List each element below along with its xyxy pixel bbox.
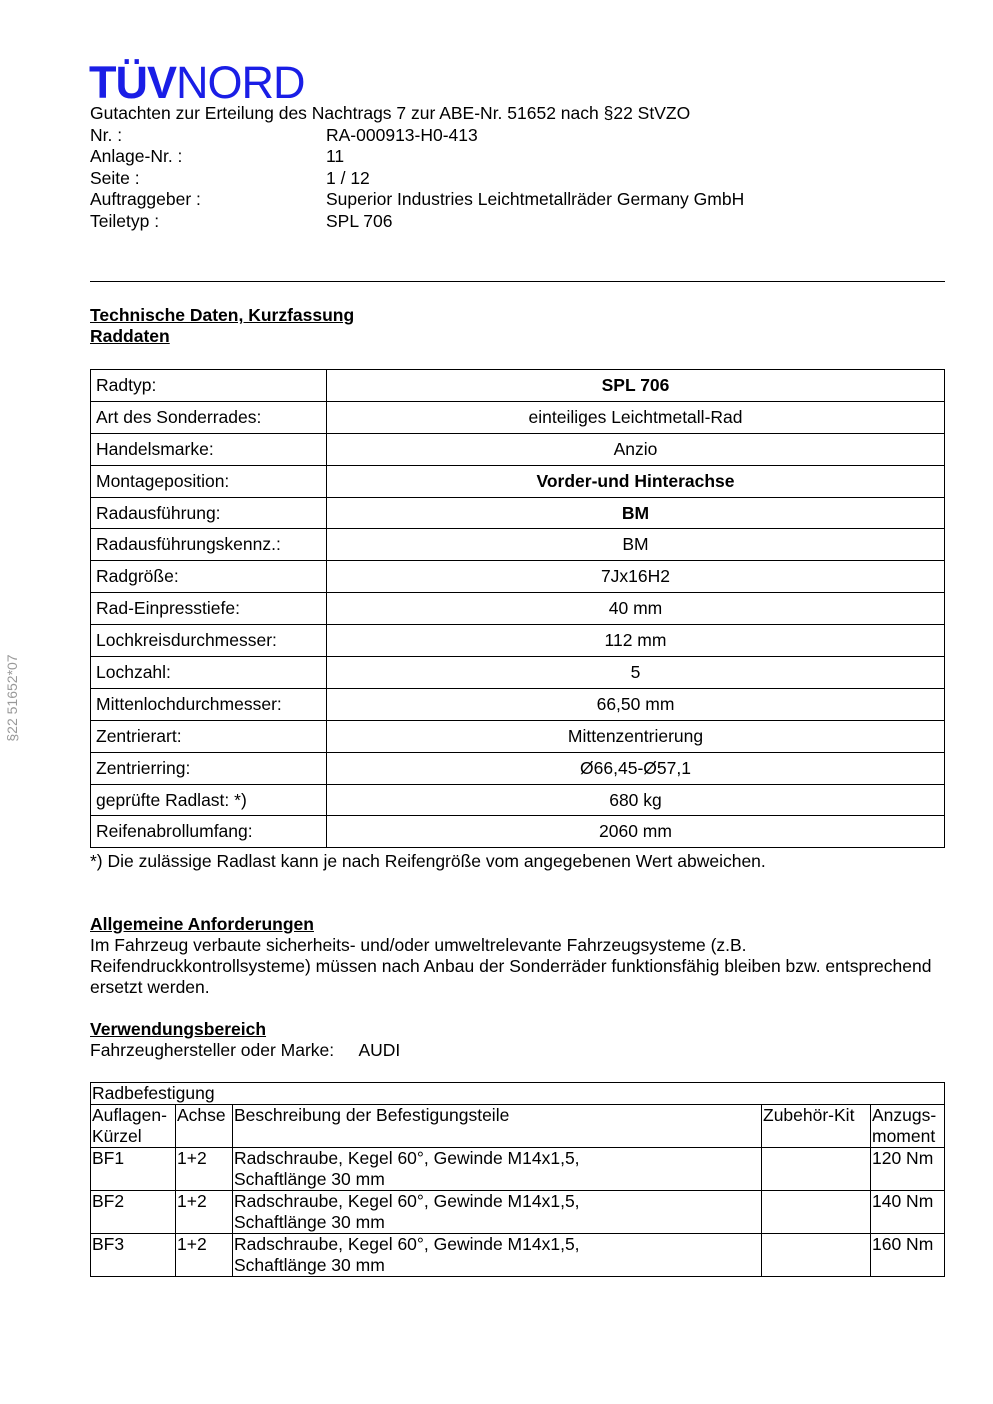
description-line: Schaftlänge 30 mm <box>234 1212 385 1232</box>
radbefestigung-header-row <box>91 1105 945 1148</box>
raddaten-label: Lochkreisdurchmesser: <box>91 625 327 657</box>
header-divider <box>90 281 945 282</box>
document-title: Gutachten zur Erteilung des Nachtrags 7 zur ABE-Nr. 51652 nach §22 StVZO <box>90 103 691 123</box>
header-label: Auftraggeber : <box>90 189 201 209</box>
raddaten-row <box>91 625 945 657</box>
header-label: Nr. : <box>90 124 123 145</box>
raddaten-table <box>90 369 945 848</box>
raddaten-row <box>91 561 945 593</box>
raddaten-row <box>91 784 945 816</box>
header-value: Superior Industries Leichtmetallräder Germany GmbH <box>326 189 745 209</box>
radbefestigung-title-row <box>91 1083 945 1105</box>
raddaten-value: 66,50 mm <box>327 688 945 720</box>
raddaten-label: Rad-Einpresstiefe: <box>91 593 327 625</box>
raddaten-value: Anzio <box>327 433 945 465</box>
description-cell <box>233 1148 762 1191</box>
raddaten-row <box>91 433 945 465</box>
raddaten-value: 40 mm <box>327 593 945 625</box>
raddaten-value: Vorder-und Hinterachse <box>327 465 945 497</box>
raddaten-label: geprüfte Radlast: *) <box>91 784 327 816</box>
moment-cell: 120 Nm <box>871 1148 945 1191</box>
raddaten-label: Radtyp: <box>91 370 327 402</box>
kit-cell <box>762 1191 871 1234</box>
raddaten-value: 5 <box>327 657 945 689</box>
achse-cell: 1+2 <box>176 1191 233 1234</box>
raddaten-row <box>91 816 945 848</box>
code-cell: BF2 <box>91 1191 176 1234</box>
header-label: Teiletyp : <box>90 210 160 231</box>
verwendung-line <box>90 1040 945 1061</box>
raddaten-label: Zentrierart: <box>91 720 327 752</box>
header-label: Seite : <box>90 167 140 188</box>
header-value: SPL 706 <box>326 210 393 231</box>
header-cell: Beschreibung der Befestigungsteile <box>233 1105 762 1148</box>
header-row <box>90 211 950 233</box>
logo-part-nord: NORD <box>176 57 305 108</box>
raddaten-row <box>91 593 945 625</box>
radbefestigung-row <box>91 1234 945 1277</box>
raddaten-row <box>91 497 945 529</box>
code-cell: BF3 <box>91 1234 176 1277</box>
raddaten-label: Reifenabrollumfang: <box>91 816 327 848</box>
header-row <box>90 168 950 190</box>
header-cell: Zubehör-Kit <box>762 1105 871 1148</box>
side-reference-text: §22 51652*07 <box>4 654 20 742</box>
raddaten-value: einteiliges Leichtmetall-Rad <box>327 401 945 433</box>
raddaten-value: BM <box>327 497 945 529</box>
raddaten-row <box>91 401 945 433</box>
allgemeine-text: Im Fahrzeug verbaute sicherheits- und/oder umweltrelevante Fahrzeugsysteme (z.B. Reifendruckkontrollsysteme) müssen nach Anbau der Sonderräder funktionsfähig bleiben bzw. entsprechend ersetzt werden. <box>90 935 932 997</box>
tuev-nord-logo <box>89 57 305 108</box>
code-cell: BF1 <box>91 1148 176 1191</box>
header-cell: Achse <box>176 1105 233 1148</box>
verwendung-value: AUDI <box>358 1040 401 1060</box>
side-reference <box>2 640 22 760</box>
description-line: Schaftlänge 30 mm <box>234 1255 385 1275</box>
header-cell: Auflagen-Kürzel <box>91 1105 176 1148</box>
header-value: RA-000913-H0-413 <box>326 124 478 145</box>
header-row <box>90 125 950 147</box>
raddaten-value: SPL 706 <box>327 370 945 402</box>
raddaten-row <box>91 529 945 561</box>
raddaten-label: Radgröße: <box>91 561 327 593</box>
section-heading-technische: Technische Daten, Kurzfassung <box>90 305 355 325</box>
raddaten-row <box>91 752 945 784</box>
description-line: Radschraube, Kegel 60°, Gewinde M14x1,5, <box>234 1148 580 1168</box>
description-line: Radschraube, Kegel 60°, Gewinde M14x1,5, <box>234 1191 580 1211</box>
document-header <box>90 103 950 232</box>
raddaten-label: Montageposition: <box>91 465 327 497</box>
raddaten-label: Art des Sonderrades: <box>91 401 327 433</box>
header-value: 11 <box>326 146 345 166</box>
raddaten-value: 2060 mm <box>327 816 945 848</box>
radbefestigung-table <box>90 1082 945 1277</box>
raddaten-label: Zentrierring: <box>91 752 327 784</box>
section-heading-allgemeine: Allgemeine Anforderungen <box>90 914 314 934</box>
header-row <box>90 189 950 211</box>
kit-cell <box>762 1148 871 1191</box>
header-cell: Anzugs-moment <box>871 1105 945 1148</box>
raddaten-value: BM <box>327 529 945 561</box>
raddaten-row <box>91 720 945 752</box>
radbefestigung-title: Radbefestigung <box>91 1083 945 1105</box>
footnote: *) Die zulässige Radlast kann je nach Reifengröße vom angegebenen Wert abweichen. <box>90 851 766 871</box>
achse-cell: 1+2 <box>176 1234 233 1277</box>
raddaten-label: Lochzahl: <box>91 657 327 689</box>
description-line: Radschraube, Kegel 60°, Gewinde M14x1,5, <box>234 1234 580 1254</box>
raddaten-label: Mittenlochdurchmesser: <box>91 688 327 720</box>
logo-part-tuev: TÜV <box>89 57 176 108</box>
raddaten-row <box>91 370 945 402</box>
verwendung-label: Fahrzeughersteller oder Marke: <box>90 1040 335 1060</box>
raddaten-label: Radausführungskennz.: <box>91 529 327 561</box>
raddaten-value: Mittenzentrierung <box>327 720 945 752</box>
raddaten-label: Handelsmarke: <box>91 433 327 465</box>
kit-cell <box>762 1234 871 1277</box>
raddaten-value: 680 kg <box>327 784 945 816</box>
raddaten-row <box>91 688 945 720</box>
raddaten-value: 112 mm <box>327 625 945 657</box>
raddaten-value: 7Jx16H2 <box>327 561 945 593</box>
description-line: Schaftlänge 30 mm <box>234 1169 385 1189</box>
section-heading-verwendung: Verwendungsbereich <box>90 1019 267 1039</box>
header-label: Anlage-Nr. : <box>90 146 183 166</box>
moment-cell: 140 Nm <box>871 1191 945 1234</box>
radbefestigung-row <box>91 1191 945 1234</box>
raddaten-label: Radausführung: <box>91 497 327 529</box>
header-row <box>90 146 950 168</box>
raddaten-row <box>91 465 945 497</box>
header-value: 1 / 12 <box>326 167 370 188</box>
radbefestigung-row <box>91 1148 945 1191</box>
description-cell <box>233 1234 762 1277</box>
moment-cell: 160 Nm <box>871 1234 945 1277</box>
description-cell <box>233 1191 762 1234</box>
raddaten-value: Ø66,45-Ø57,1 <box>327 752 945 784</box>
raddaten-row <box>91 657 945 689</box>
section-heading-raddaten: Raddaten <box>90 326 170 346</box>
achse-cell: 1+2 <box>176 1148 233 1191</box>
